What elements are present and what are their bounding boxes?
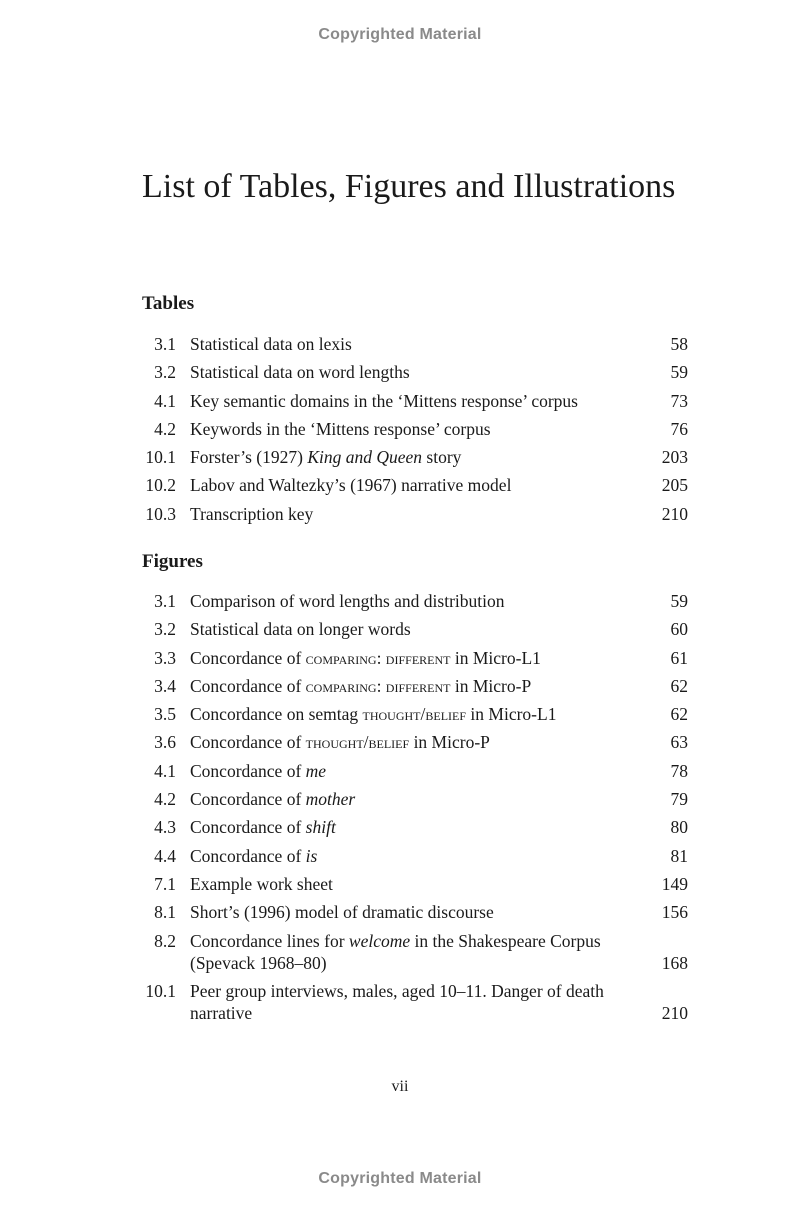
entry-page-number: 76 (670, 418, 688, 439)
entry-page-number: 168 (661, 952, 688, 973)
entry-page-number: 59 (670, 362, 688, 383)
list-item (138, 930, 688, 974)
entry-title (190, 503, 662, 525)
entry-number: 10.1 (145, 980, 176, 1001)
list-item (138, 503, 688, 525)
entry-title (190, 788, 671, 810)
entry-title-part: Concordance of (190, 817, 306, 838)
entry-page-number: 73 (670, 390, 688, 411)
entry-title-part: Concordance of (190, 647, 306, 668)
list-item (138, 760, 688, 782)
entry-number: 4.4 (154, 845, 176, 866)
list-item (138, 816, 688, 838)
entry-title (190, 901, 662, 923)
entry-number: 4.2 (154, 789, 176, 810)
entry-title-part: Transcription key (190, 503, 314, 524)
entry-title-part: shift (305, 817, 336, 838)
entry-title-part: Keywords in the ‘Mittens response’ corpus (190, 418, 491, 439)
entry-title-part: Concordance on semtag (190, 704, 363, 725)
copyright-watermark-bottom: Copyrighted Material (318, 1170, 482, 1187)
copyright-watermark-top: Copyrighted Material (318, 26, 482, 43)
entry-title (190, 361, 671, 383)
list-item (138, 873, 688, 895)
entry-title (190, 760, 671, 782)
entry-page-number: 81 (670, 845, 688, 866)
entry-number: 3.1 (154, 591, 176, 611)
entry-page-number: 205 (661, 475, 688, 496)
entry-page-number: 61 (670, 647, 688, 668)
entry-page-number: 63 (670, 732, 688, 753)
entry-title-part: comparing: different (305, 675, 451, 696)
list-item (138, 618, 688, 640)
entry-title (190, 618, 671, 640)
entry-title (190, 647, 671, 669)
entry-page-number: 58 (670, 334, 688, 354)
entry-number: 8.1 (154, 902, 176, 923)
entry-title-part: in Micro-L1 (450, 647, 541, 668)
page-title: List of Tables, Figures and Illustrations (142, 168, 676, 205)
entry-page-number: 78 (670, 760, 688, 781)
entry-title-part: Concordance of (190, 675, 306, 696)
entry-title-part: Comparison of word lengths and distribution (190, 591, 505, 611)
entry-title (190, 703, 671, 725)
entry-page-number: 79 (670, 789, 688, 810)
entry-number: 3.4 (154, 675, 176, 696)
entry-title-part: King and Queen (307, 447, 423, 468)
list-item (138, 788, 688, 810)
entry-page-number: 203 (661, 447, 688, 468)
entry-title-part: Statistical data on word lengths (190, 362, 410, 383)
entry-number: 10.1 (145, 447, 176, 468)
entry-title-part: me (305, 760, 327, 781)
entry-title-part: Peer group interviews, males, aged 10–11. Danger of death narrative (190, 980, 604, 1023)
entry-title-part: in Micro-P (450, 675, 532, 696)
entry-page-number: 62 (670, 675, 688, 696)
entry-title (190, 845, 671, 867)
list-item (138, 590, 688, 612)
entry-title (190, 390, 671, 412)
list-item (138, 446, 688, 468)
entry-title (190, 816, 671, 838)
entry-title-part: Labov and Waltezky’s (1967) narrative model (190, 475, 512, 496)
entry-number: 4.1 (154, 760, 176, 781)
entry-page-number: 80 (670, 817, 688, 838)
entry-title-part: Concordance of (190, 845, 306, 866)
list-item (138, 703, 688, 725)
entry-title-part: Statistical data on lexis (190, 334, 352, 354)
tables-list (138, 333, 688, 531)
entry-page-number: 210 (661, 503, 688, 524)
figures-list (138, 590, 688, 1030)
list-item (138, 333, 688, 355)
entry-title-part: in Micro-P (409, 732, 490, 753)
list-item (138, 647, 688, 669)
list-item (138, 361, 688, 383)
entry-number: 3.3 (154, 647, 176, 668)
entry-title (190, 930, 662, 974)
entry-title (190, 446, 662, 468)
entry-title-part: Short’s (1996) model of dramatic discourse (190, 902, 494, 923)
entry-number: 3.2 (154, 362, 176, 383)
list-item (138, 418, 688, 440)
entry-title (190, 675, 671, 697)
entry-number: 3.1 (154, 334, 176, 354)
entry-page-number: 62 (670, 704, 688, 725)
list-item (138, 675, 688, 697)
list-item (138, 845, 688, 867)
entry-title-part: mother (305, 789, 356, 810)
entry-title (190, 731, 671, 753)
entry-title-part: Forster’s (1927) (190, 447, 308, 468)
entry-title-part: is (305, 845, 318, 866)
entry-title (190, 590, 671, 612)
entry-number: 4.2 (154, 418, 176, 439)
figures-heading: Figures (142, 551, 203, 572)
entry-page-number: 59 (670, 591, 688, 611)
entry-page-number: 149 (661, 873, 688, 894)
entry-title-part: Concordance lines for (190, 930, 349, 951)
entry-number: 3.5 (154, 704, 176, 725)
entry-number: 4.3 (154, 817, 176, 838)
entry-page-number: 156 (661, 902, 688, 923)
entry-number: 10.2 (145, 475, 176, 496)
entry-title (190, 333, 671, 355)
page-number: vii (391, 1078, 409, 1095)
entry-title (190, 474, 662, 496)
list-item (138, 980, 688, 1024)
entry-title-part: story (422, 447, 462, 468)
entry-title-part: Statistical data on longer words (190, 619, 411, 640)
entry-title-part: in the Shakespeare Corpus (Spevack 1968–80) (190, 930, 601, 973)
entry-title-part: in Micro-L1 (466, 704, 557, 725)
entry-title-part: Concordance of (190, 789, 306, 810)
entry-number: 10.3 (145, 503, 176, 524)
entry-title-part: Concordance of (190, 760, 306, 781)
entry-page-number: 210 (661, 1002, 688, 1023)
entry-title-part: Key semantic domains in the ‘Mittens response’ corpus (190, 390, 578, 411)
entry-number: 3.2 (154, 619, 176, 640)
list-item (138, 474, 688, 496)
entry-title-part: comparing: different (305, 647, 451, 668)
tables-heading: Tables (142, 293, 195, 314)
entry-title-part: thought/belief (362, 704, 467, 725)
entry-title (190, 980, 662, 1024)
entry-number: 3.6 (154, 732, 176, 753)
list-item (138, 731, 688, 753)
entry-page-number: 60 (670, 619, 688, 640)
entry-title (190, 873, 662, 895)
entry-title-part: welcome (348, 930, 411, 951)
entry-title-part: Concordance of (190, 732, 306, 753)
entry-title (190, 418, 671, 440)
list-item (138, 901, 688, 923)
entry-number: 7.1 (154, 873, 176, 894)
entry-title-part: Example work sheet (190, 873, 333, 894)
entry-number: 4.1 (154, 390, 176, 411)
entry-number: 8.2 (154, 930, 176, 951)
list-item (138, 390, 688, 412)
entry-title-part: thought/belief (305, 732, 410, 753)
